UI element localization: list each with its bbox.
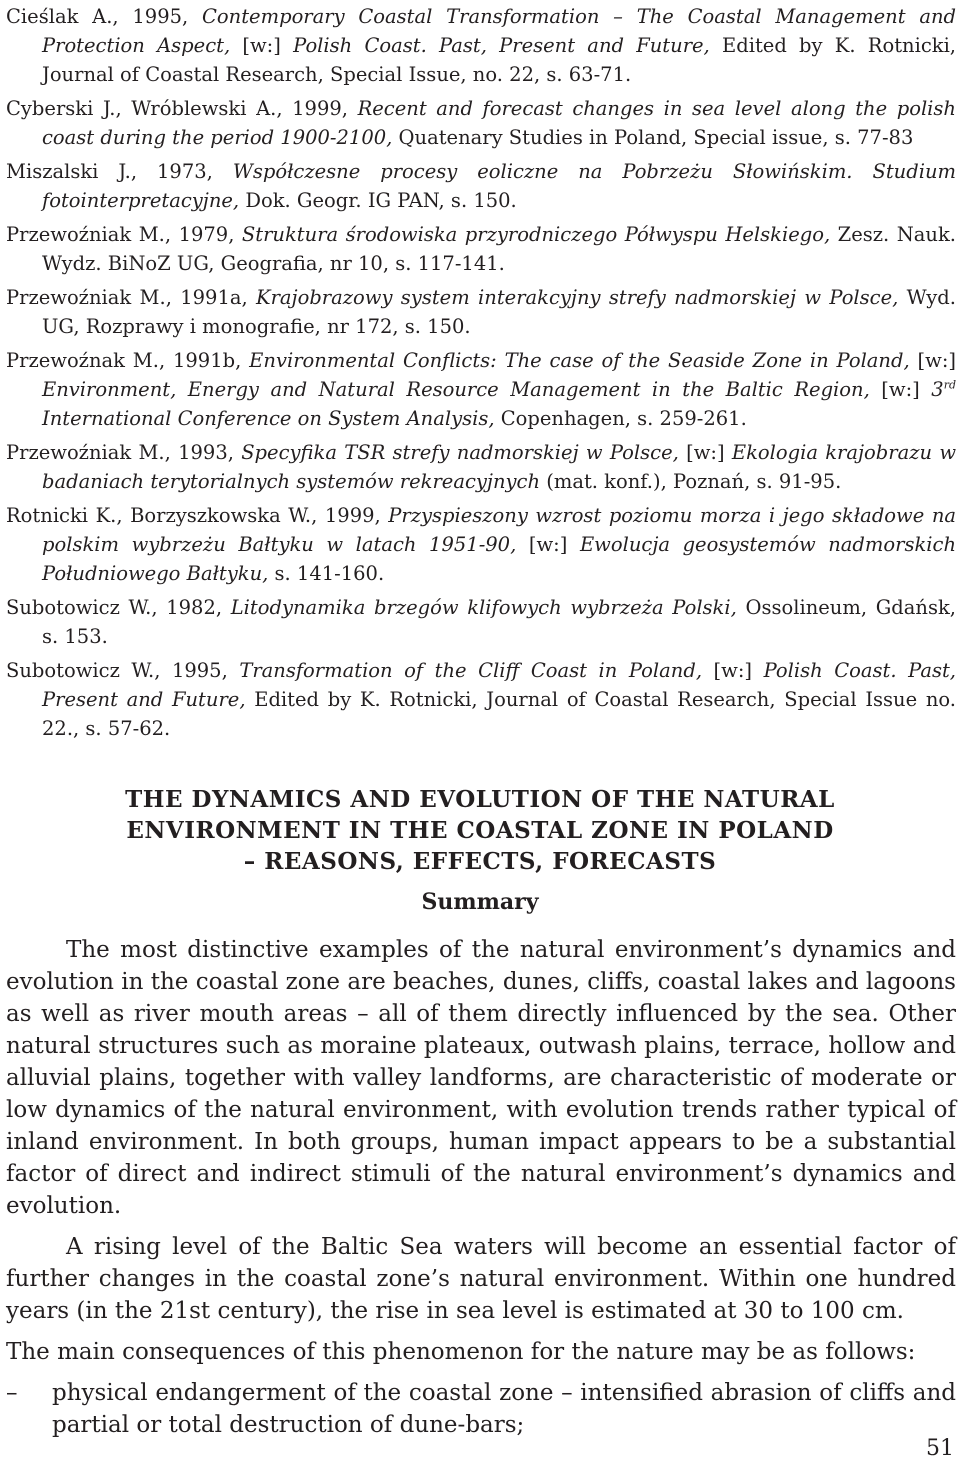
references-list [6, 2, 956, 748]
reference-item: Rotnicki K., Borzyszkowska W., 1999, Przyspieszony wzrost poziomu morza i jego składowe na polskim wybrzeżu Bałtyku w latach 1951-90, [w:] Ewolucja geosystemów nadmorskich Południowego Bałtyku, s. 141-160. [6, 504, 957, 585]
reference-item: Przewoźniak M., 1993, Specyfika TSR strefy nadmorskiej w Polsce, [w:] Ekologia krajobrazu w badaniach terytorialnych systemów rekreacyjnych (mat. konf.), Poznań, s. 91-95. [6, 441, 957, 493]
paragraph: The main consequences of this phenomenon for the nature may be as follows: [6, 1339, 916, 1365]
page-number: 51 [926, 1436, 954, 1461]
reference-item: Cieślak A., 1995, Contemporary Coastal Transformation – The Coastal Management and Protection Aspect, [w:] Polish Coast. Past, Present and Future, Edited by K. Rotnicki, Journal of Coastal Research, Special Issue, no. 22, s. 63-71. [6, 5, 956, 86]
bullet-dash: – [6, 1380, 18, 1406]
heading-line: ENVIRONMENT IN THE COASTAL ZONE IN POLAND [126, 817, 834, 844]
heading-line: THE DYNAMICS AND EVOLUTION OF THE NATURAL [125, 786, 835, 813]
reference-item: Przewoźniak M., 1991a, Krajobrazowy system interakcyjny strefy nadmorskiej w Polsce, Wyd. UG, Rozprawy i monografie, nr 172, s. 150. [6, 286, 956, 338]
reference-item: Przewoźniak M., 1979, Struktura środowiska przyrodniczego Półwyspu Helskiego, Zesz. Nauk. Wydz. BiNoZ UG, Geografia, nr 10, s. 117-141. [6, 223, 957, 275]
bullet-text: physical endangerment of the coastal zone – intensified abrasion of cliffs and partial or total destruction of dune-bars; [52, 1380, 956, 1438]
reference-item: Przewoźnak M., 1991b, Environmental Conflicts: The case of the Seaside Zone in Poland, [w:] Environment, Energy and Natural Resource Management in the Baltic Region, [w:] 3rd International Conference on System Analysis, Copenhagen, s. 259-261. [6, 349, 957, 430]
reference-item: Subotowicz W., 1982, Litodynamika brzegów klifowych wybrzeża Polski, Ossolineum, Gdańsk, s. 153. [6, 596, 956, 648]
paragraph: The most distinctive examples of the natural environment’s dynamics and evolution in the coastal zone are beaches, dunes, cliffs, coastal lakes and lagoons as well as river mouth areas – all of them directly influenced by the sea. Other natural structures such as moraine plateaux, outwash plains, terrace, hollow and alluvial plains, together with valley landforms, are characteristic of moderate or low dynamics of the natural environment, with evolution trends rather typical of inland environment. In both groups, human impact appears to be a substantial factor of direct and indirect stimuli of the natural environment’s dynamics and evolution. [6, 937, 956, 1219]
reference-item: Miszalski J., 1973, Współczesne procesy eoliczne na Pobrzeżu Słowińskim. Studium fotointerpretacyjne, Dok. Geogr. IG PAN, s. 150. [6, 160, 957, 212]
bullet-item [6, 1377, 956, 1441]
summary-body [6, 934, 956, 1441]
heading-line: – REASONS, EFFECTS, FORECASTS [243, 848, 717, 875]
summary-title: Summary [421, 889, 539, 915]
reference-item: Cyberski J., Wróblewski A., 1999, Recent and forecast changes in sea level along the polish coast during the period 1900-2100, Quatenary Studies in Poland, Special issue, s. 77-83 [6, 97, 956, 149]
paragraph: A rising level of the Baltic Sea waters will become an essential factor of further changes in the coastal zone’s natural environment. Within one hundred years (in the 21st century), the rise in sea level is estimated at 30 to 100 cm. [6, 1234, 956, 1324]
summary-heading [0, 784, 960, 877]
reference-item: Subotowicz W., 1995, Transformation of the Cliff Coast in Poland, [w:] Polish Coast. Past, Present and Future, Edited by K. Rotnicki, Journal of Coastal Research, Special Issue no. 22., s. 57-62. [6, 659, 956, 740]
